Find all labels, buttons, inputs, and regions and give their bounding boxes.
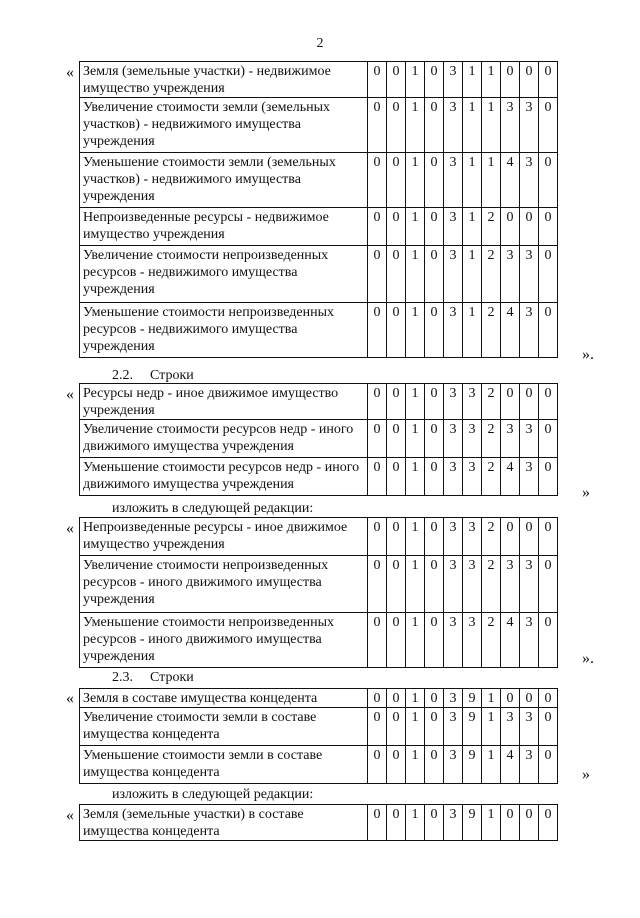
account-name: Увеличение стоимости земли (земельных участков) - недвижимого имущества учреждения (80, 98, 368, 153)
account-name: Уменьшение стоимости непроизведенных ресурсов - иного движимого имущества учреждения (80, 613, 368, 668)
account-code-digit: 3 (444, 62, 463, 98)
account-code-digit: 3 (520, 420, 539, 458)
account-code-digit: 0 (387, 708, 406, 746)
account-code-digit: 2 (482, 613, 501, 668)
account-code-digit: 0 (368, 746, 387, 784)
account-code-digit: 3 (444, 518, 463, 556)
account-code-digit: 3 (463, 420, 482, 458)
account-code-digit: 0 (425, 746, 444, 784)
account-code-digit: 0 (387, 153, 406, 208)
account-code-digit: 0 (425, 303, 444, 358)
account-code-digit: 0 (539, 98, 558, 153)
section-title: Строки (150, 670, 194, 685)
account-code-digit: 1 (406, 518, 425, 556)
account-code-digit: 0 (425, 708, 444, 746)
account-code-digit: 0 (539, 62, 558, 98)
account-code-digit: 3 (444, 805, 463, 841)
account-name: Уменьшение стоимости ресурсов недр - иного движимого имущества учреждения (80, 458, 368, 496)
replace-instruction: изложить в следующей редакции: (112, 787, 314, 802)
account-code-digit: 0 (368, 62, 387, 98)
account-code-digit: 0 (539, 518, 558, 556)
account-code-digit: 1 (406, 613, 425, 668)
account-code-digit: 1 (463, 153, 482, 208)
table-row (80, 458, 558, 496)
accounts-table-2 (79, 383, 558, 496)
account-name: Увеличение стоимости ресурсов недр - иного движимого имущества учреждения (80, 420, 368, 458)
account-code-digit: 0 (368, 420, 387, 458)
account-code-digit: 1 (406, 458, 425, 496)
account-code-digit: 0 (539, 805, 558, 841)
account-code-digit: 3 (444, 613, 463, 668)
accounts-table-3 (79, 517, 558, 668)
account-code-digit: 0 (501, 208, 520, 246)
account-code-digit: 1 (406, 708, 425, 746)
account-code-digit: 3 (463, 458, 482, 496)
account-code-digit: 0 (501, 62, 520, 98)
account-code-digit: 2 (482, 518, 501, 556)
table-row (80, 62, 558, 98)
account-code-digit: 3 (501, 420, 520, 458)
account-code-digit: 1 (406, 208, 425, 246)
account-code-digit: 3 (444, 420, 463, 458)
account-code-digit: 0 (520, 518, 539, 556)
account-name: Земля (земельные участки) - недвижимое имущество учреждения (80, 62, 368, 98)
account-code-digit: 3 (501, 708, 520, 746)
account-code-digit: 3 (463, 518, 482, 556)
account-name: Земля в составе имущества концедента (80, 689, 368, 708)
account-code-digit: 3 (520, 153, 539, 208)
account-name: Уменьшение стоимости земли в составе имущества концедента (80, 746, 368, 784)
table-row (80, 805, 558, 841)
account-name: Уменьшение стоимости непроизведенных ресурсов - недвижимого имущества учреждения (80, 303, 368, 358)
accounts-table-4 (79, 688, 558, 784)
account-code-digit: 3 (444, 384, 463, 420)
account-code-digit: 0 (387, 556, 406, 613)
table-row (80, 303, 558, 358)
account-code-digit: 0 (387, 62, 406, 98)
account-code-digit: 0 (539, 384, 558, 420)
account-code-digit: 1 (406, 556, 425, 613)
account-name: Ресурсы недр - иное движимое имущество учреждения (80, 384, 368, 420)
account-code-digit: 0 (368, 613, 387, 668)
account-code-digit: 0 (501, 689, 520, 708)
account-code-digit: 0 (520, 805, 539, 841)
account-code-digit: 0 (425, 208, 444, 246)
account-code-digit: 3 (520, 246, 539, 303)
page-number: 2 (316, 36, 324, 51)
account-code-digit: 3 (444, 458, 463, 496)
account-code-digit: 9 (463, 708, 482, 746)
account-code-digit: 1 (463, 246, 482, 303)
account-code-digit: 0 (425, 246, 444, 303)
account-code-digit: 0 (368, 805, 387, 841)
account-code-digit: 0 (368, 708, 387, 746)
account-code-digit: 3 (520, 556, 539, 613)
account-code-digit: 0 (368, 518, 387, 556)
account-code-digit: 1 (482, 708, 501, 746)
account-code-digit: 1 (406, 98, 425, 153)
account-code-digit: 2 (482, 420, 501, 458)
account-code-digit: 3 (463, 613, 482, 668)
account-code-digit: 0 (425, 556, 444, 613)
account-code-digit: 0 (368, 98, 387, 153)
open-quote: « (66, 690, 74, 707)
account-code-digit: 0 (368, 153, 387, 208)
account-code-digit: 3 (501, 556, 520, 613)
account-name: Увеличение стоимости земли в составе имущества концедента (80, 708, 368, 746)
account-code-digit: 1 (482, 153, 501, 208)
account-code-digit: 0 (539, 708, 558, 746)
account-code-digit: 2 (482, 303, 501, 358)
open-quote: « (66, 386, 74, 403)
account-code-digit: 0 (425, 420, 444, 458)
account-code-digit: 0 (539, 153, 558, 208)
account-name: Уменьшение стоимости земли (земельных участков) - недвижимого имущества учреждения (80, 153, 368, 208)
section-number: 2.3. (112, 670, 133, 685)
account-code-digit: 0 (387, 246, 406, 303)
table-row (80, 556, 558, 613)
account-code-digit: 3 (520, 458, 539, 496)
account-code-digit: 0 (387, 689, 406, 708)
account-code-digit: 0 (539, 246, 558, 303)
account-code-digit: 3 (520, 613, 539, 668)
account-code-digit: 1 (482, 689, 501, 708)
account-code-digit: 0 (501, 384, 520, 420)
account-code-digit: 1 (406, 805, 425, 841)
account-code-digit: 0 (387, 384, 406, 420)
account-code-digit: 0 (539, 303, 558, 358)
account-code-digit: 1 (463, 303, 482, 358)
account-name: Непроизведенные ресурсы - недвижимое имущество учреждения (80, 208, 368, 246)
account-code-digit: 4 (501, 303, 520, 358)
account-code-digit: 4 (501, 153, 520, 208)
account-code-digit: 0 (520, 384, 539, 420)
account-code-digit: 0 (387, 420, 406, 458)
account-code-digit: 1 (406, 246, 425, 303)
account-code-digit: 0 (387, 98, 406, 153)
account-code-digit: 1 (406, 62, 425, 98)
account-code-digit: 1 (482, 746, 501, 784)
account-code-digit: 0 (425, 98, 444, 153)
account-code-digit: 0 (539, 556, 558, 613)
account-code-digit: 1 (406, 153, 425, 208)
account-code-digit: 3 (501, 246, 520, 303)
account-code-digit: 0 (387, 613, 406, 668)
account-code-digit: 0 (425, 518, 444, 556)
account-code-digit: 3 (444, 153, 463, 208)
table-row (80, 708, 558, 746)
account-code-digit: 2 (482, 556, 501, 613)
account-code-digit: 0 (539, 689, 558, 708)
account-name: Увеличение стоимости непроизведенных ресурсов - иного движимого имущества учреждения (80, 556, 368, 613)
account-code-digit: 0 (539, 746, 558, 784)
account-code-digit: 0 (425, 613, 444, 668)
account-code-digit: 1 (406, 746, 425, 784)
account-name: Земля (земельные участки) в составе имущества концедента (80, 805, 368, 841)
account-code-digit: 3 (520, 746, 539, 784)
open-quote: « (66, 64, 74, 81)
account-code-digit: 0 (368, 384, 387, 420)
account-code-digit: 0 (425, 458, 444, 496)
section-title: Строки (150, 368, 194, 383)
account-code-digit: 3 (520, 98, 539, 153)
account-code-digit: 0 (387, 746, 406, 784)
account-code-digit: 3 (444, 556, 463, 613)
account-code-digit: 3 (444, 246, 463, 303)
section-number: 2.2. (112, 368, 133, 383)
account-code-digit: 0 (425, 153, 444, 208)
account-code-digit: 0 (520, 208, 539, 246)
close-quote: » (582, 766, 590, 783)
account-code-digit: 0 (368, 689, 387, 708)
account-code-digit: 1 (406, 689, 425, 708)
account-code-digit: 3 (520, 708, 539, 746)
open-quote: « (66, 520, 74, 537)
account-code-digit: 3 (444, 303, 463, 358)
table-row (80, 384, 558, 420)
account-code-digit: 2 (482, 458, 501, 496)
account-code-digit: 1 (463, 98, 482, 153)
table-row (80, 98, 558, 153)
account-code-digit: 0 (425, 805, 444, 841)
open-quote: « (66, 807, 74, 824)
account-code-digit: 3 (463, 384, 482, 420)
account-code-digit: 0 (539, 613, 558, 668)
account-code-digit: 9 (463, 746, 482, 784)
account-code-digit: 0 (368, 246, 387, 303)
account-code-digit: 1 (463, 208, 482, 246)
close-quote: ». (582, 346, 594, 363)
accounts-table-1 (79, 61, 558, 358)
account-code-digit: 1 (482, 805, 501, 841)
replace-instruction: изложить в следующей редакции: (112, 501, 314, 516)
table-row (80, 153, 558, 208)
account-code-digit: 0 (425, 384, 444, 420)
account-code-digit: 0 (368, 458, 387, 496)
account-code-digit: 1 (463, 62, 482, 98)
close-quote: » (582, 484, 590, 501)
account-code-digit: 0 (387, 458, 406, 496)
account-code-digit: 0 (425, 62, 444, 98)
account-code-digit: 0 (387, 518, 406, 556)
account-code-digit: 0 (387, 805, 406, 841)
account-code-digit: 0 (539, 458, 558, 496)
account-code-digit: 0 (368, 208, 387, 246)
account-code-digit: 3 (444, 689, 463, 708)
account-code-digit: 0 (387, 208, 406, 246)
close-quote: ». (582, 650, 594, 667)
account-code-digit: 1 (482, 98, 501, 153)
account-code-digit: 9 (463, 805, 482, 841)
table-row (80, 420, 558, 458)
account-code-digit: 3 (444, 208, 463, 246)
account-code-digit: 2 (482, 208, 501, 246)
account-code-digit: 1 (406, 303, 425, 358)
account-code-digit: 1 (482, 62, 501, 98)
table-row (80, 613, 558, 668)
account-code-digit: 2 (482, 384, 501, 420)
account-code-digit: 3 (444, 708, 463, 746)
account-code-digit: 3 (501, 98, 520, 153)
table-row (80, 246, 558, 303)
account-code-digit: 0 (520, 62, 539, 98)
account-code-digit: 0 (501, 805, 520, 841)
table-row (80, 518, 558, 556)
account-code-digit: 0 (501, 518, 520, 556)
table-row (80, 746, 558, 784)
account-code-digit: 2 (482, 246, 501, 303)
account-code-digit: 0 (520, 689, 539, 708)
account-code-digit: 0 (368, 556, 387, 613)
account-code-digit: 3 (444, 98, 463, 153)
accounts-table-5 (79, 804, 558, 841)
account-code-digit: 1 (406, 384, 425, 420)
account-code-digit: 3 (444, 746, 463, 784)
account-code-digit: 0 (387, 303, 406, 358)
account-code-digit: 4 (501, 613, 520, 668)
account-code-digit: 0 (368, 303, 387, 358)
account-code-digit: 3 (463, 556, 482, 613)
account-code-digit: 0 (539, 208, 558, 246)
account-name: Увеличение стоимости непроизведенных ресурсов - недвижимого имущества учреждения (80, 246, 368, 303)
account-code-digit: 1 (406, 420, 425, 458)
account-code-digit: 0 (539, 420, 558, 458)
account-code-digit: 9 (463, 689, 482, 708)
table-row (80, 689, 558, 708)
table-row (80, 208, 558, 246)
account-code-digit: 4 (501, 458, 520, 496)
account-name: Непроизведенные ресурсы - иное движимое имущество учреждения (80, 518, 368, 556)
account-code-digit: 4 (501, 746, 520, 784)
account-code-digit: 0 (425, 689, 444, 708)
account-code-digit: 3 (520, 303, 539, 358)
